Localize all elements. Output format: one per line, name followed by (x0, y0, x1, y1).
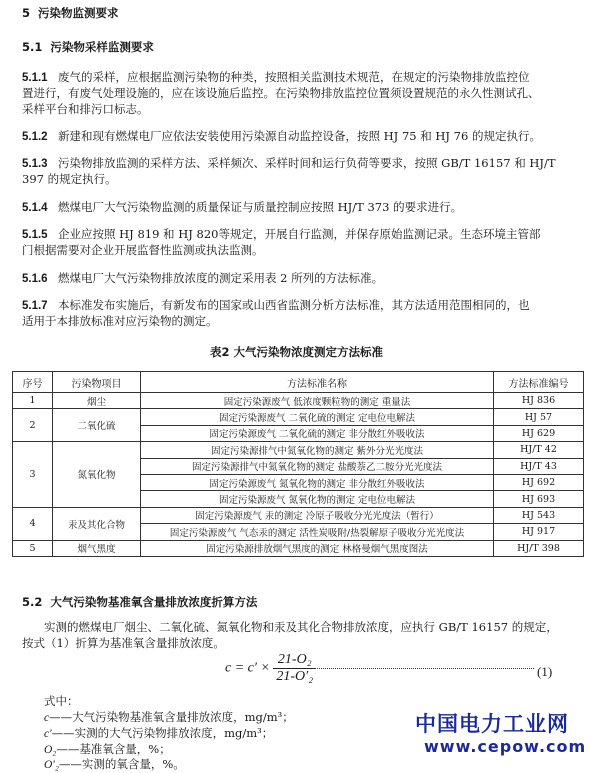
paragraph-text: 废气的采样，应根据监测污染物的种类，按照相关监测技术规范，在规定的污染物排放监控位 (58, 70, 530, 84)
paragraph-5-1-4 (22, 200, 462, 215)
row-code: HJ/T 398 (494, 540, 584, 556)
row-code: HJ 693 (494, 491, 584, 507)
row-code: HJ/T 43 (494, 458, 584, 474)
row-method: 固定污染源废气 二氧化硫的测定 非分散红外吸收法 (141, 425, 494, 441)
row-no: 3 (13, 442, 53, 508)
clause-number: 5.1.1 (22, 72, 48, 84)
row-pollutant: 烟尘 (53, 393, 141, 409)
row-pollutant: 二氧化硫 (53, 409, 141, 442)
symbol: O′₂ (44, 759, 59, 771)
definitions-intro: 式中： (44, 694, 79, 708)
paragraph-5-1-1 (22, 70, 530, 85)
paragraph-5-1-3-line2: 397 的规定执行。 (22, 172, 117, 186)
row-method: 固定污染源废气 氮氧化物的测定 定电位电解法 (141, 491, 494, 507)
row-method: 固定污染源排放烟气黑度的测定 林格曼烟气黑度图法 (141, 540, 494, 556)
paragraph-text: 燃煤电厂大气污染物监测的质量保证与质量控制应按照 HJ/T 373 的要求进行。 (58, 200, 463, 214)
symbol: O₂ (44, 744, 57, 756)
row-no: 1 (13, 393, 53, 409)
definition-text: ——大气污染物基准氧含量排放浓度，mg/m³； (49, 710, 294, 724)
header-code: 方法标准编号 (494, 372, 584, 393)
definition-text: ——基准氧含量，%； (56, 742, 171, 756)
row-no: 4 (13, 507, 53, 540)
row-method: 固定污染源排气中氮氧化物的测定 紫外分光光度法 (141, 442, 494, 458)
watermark-site-name: 中国电力工业网 (415, 712, 569, 736)
method-standards-table (12, 371, 584, 557)
formula-numerator: 21-O₂ (273, 652, 316, 669)
conversion-formula (225, 652, 316, 685)
formula-denominator: 21-O′₂ (276, 669, 314, 684)
definition-text: ——实测的氧含量，%。 (58, 757, 185, 771)
section-5-2-heading (22, 595, 257, 609)
row-no: 2 (13, 409, 53, 442)
clause-number: 5.1.3 (22, 158, 48, 170)
row-pollutant: 汞及其化合物 (53, 507, 141, 540)
row-code: HJ 543 (494, 507, 584, 523)
paragraph-5-2-line1: 实测的燃煤电厂烟尘、二氧化硫、氮氧化物和汞及其化合物排放浓度，应执行 GB/T 16157 的规定， (44, 620, 558, 634)
symbol: c′ (44, 728, 52, 740)
definition-c-prime (44, 726, 273, 741)
equation-number: (1) (537, 664, 553, 679)
table-caption: 表2 大气污染物浓度测定方法标准 (209, 345, 383, 359)
header-method: 方法标准名称 (141, 372, 494, 393)
row-method: 固定污染源废气 低浓度颗粒物的测定 重量法 (141, 393, 494, 409)
section-title: 污染物采样监测要求 (50, 40, 154, 54)
definition-text: ——实测的大气污染物排放浓度，mg/m³； (51, 726, 274, 740)
section-number: 5 (22, 6, 31, 20)
paragraph-5-1-1-line2: 置进行，有废气处理设施的，应在该设施后监控。在污染物排放监控位置须设置规范的永久性测试孔、 (22, 86, 540, 100)
paragraph-text: 本标准发布实施后，有新发布的国家或山西省监测分析方法标准，其方法适用范围相同的，也 (58, 298, 530, 312)
row-code: HJ 917 (494, 524, 584, 540)
paragraph-5-1-7-line2: 适用于本排放标准对应污染物的测定。 (22, 314, 218, 328)
clause-number: 5.1.6 (22, 273, 48, 285)
header-pollutant: 污染物项目 (53, 372, 141, 393)
paragraph-5-1-3 (22, 156, 556, 171)
clause-number: 5.1.4 (22, 202, 48, 214)
row-method: 固定污染源废气 汞的测定 冷原子吸收分光光度法（暂行） (141, 507, 494, 523)
header-no: 序号 (13, 372, 53, 393)
row-method: 固定污染源废气 二氧化硫的测定 定电位电解法 (141, 409, 494, 425)
section-title: 大气污染物基准氧含量排放浓度折算方法 (50, 595, 258, 609)
section-number: 5.2 (22, 595, 43, 609)
paragraph-5-1-5-line2: 门根据需要对企业开展监督性监测或执法监测。 (22, 243, 264, 257)
definition-o2 (44, 742, 171, 757)
paragraph-text: 新建和现有燃煤电厂应依法安装使用污染源自动监控设备，按照 HJ 75 和 HJ 76 的规定执行。 (58, 129, 541, 143)
row-code: HJ 629 (494, 425, 584, 441)
definition-o2-prime (44, 757, 185, 772)
paragraph-5-1-5 (22, 227, 540, 242)
section-5-heading (22, 6, 119, 20)
table-row (13, 442, 584, 458)
row-code: HJ 836 (494, 393, 584, 409)
formula-fraction (273, 652, 316, 685)
paragraph-text: 污染物排放监测的采样方法、采样频次、采样时间和运行负荷等要求，按照 GB/T 16157 和 HJ/T (58, 156, 556, 170)
row-method: 固定污染源废气 氮氧化物的测定 非分散红外吸收法 (141, 474, 494, 490)
row-no: 5 (13, 540, 53, 556)
row-pollutant: 烟气黑度 (53, 540, 141, 556)
clause-number: 5.1.5 (22, 229, 48, 241)
paragraph-text: 企业应按照 HJ 819 和 HJ 820等规定，开展自行监测，并保存原始监测记录。生态环境主管部 (58, 227, 541, 241)
table-row (13, 540, 584, 556)
clause-number: 5.1.7 (22, 300, 48, 312)
definition-c (44, 710, 294, 725)
section-title: 污染物监测要求 (38, 6, 119, 20)
table-row (13, 507, 584, 523)
row-code: HJ 57 (494, 409, 584, 425)
paragraph-5-1-1-line3: 采样平台和排污口标志。 (22, 102, 149, 116)
symbol: c (44, 712, 50, 724)
watermark-url: www.cepow.com (424, 737, 587, 756)
paragraph-text: 燃煤电厂大气污染物排放浓度的测定采用表 2 所列的方法标准。 (58, 271, 384, 285)
section-number: 5.1 (22, 40, 43, 54)
table-row (13, 409, 584, 425)
paragraph-5-1-6 (22, 271, 383, 286)
formula-leader-dots (312, 668, 534, 669)
paragraph-5-1-7 (22, 298, 530, 313)
row-method: 固定污染源废气 气态汞的测定 活性炭吸附/热裂解原子吸收分光光度法 (141, 524, 494, 540)
row-code: HJ 692 (494, 474, 584, 490)
clause-number: 5.1.2 (22, 131, 48, 143)
table-header-row (13, 372, 584, 393)
paragraph-5-2-line2: 按式（1）折算为基准氧含量排放浓度。 (22, 636, 225, 650)
row-pollutant: 氮氧化物 (53, 442, 141, 508)
paragraph-5-1-2 (22, 129, 541, 144)
row-method: 固定污染源排气中氮氧化物的测定 盐酸萘乙二胺分光光度法 (141, 458, 494, 474)
formula-lhs: c = c′ × (225, 660, 270, 676)
row-code: HJ/T 42 (494, 442, 584, 458)
table-row (13, 393, 584, 409)
section-5-1-heading (22, 40, 154, 54)
